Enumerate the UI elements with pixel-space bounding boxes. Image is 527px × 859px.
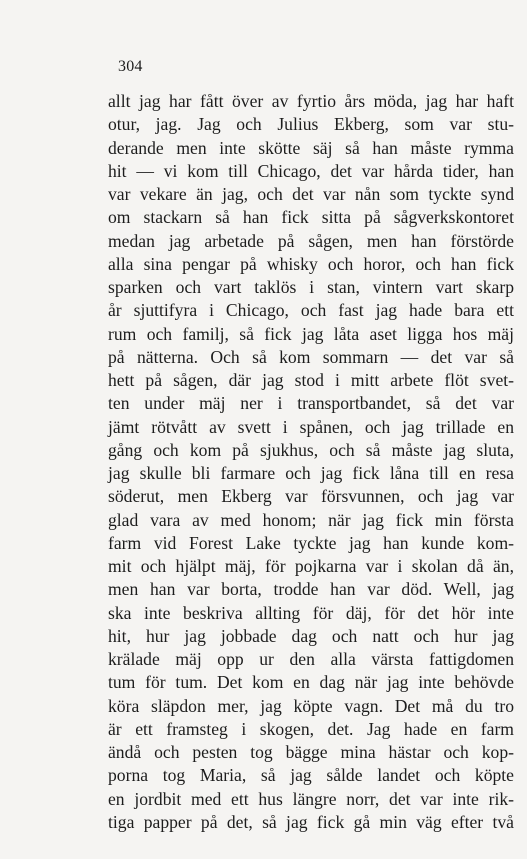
- text-line: otur, jag. Jag och Julius Ekberg, som var stu-: [108, 114, 514, 135]
- text-line: en jordbit med ett hus längre norr, det var inte rik-: [108, 788, 514, 809]
- text-line: hett på sågen, där jag stod i mitt arbete flöt svet-: [108, 370, 514, 390]
- text-line: år sjuttifyra i Chicago, och fast jag hade bara ett: [108, 300, 514, 321]
- text-line: allt jag har fått över av fyrtio års möda, jag har haft: [108, 91, 514, 111]
- body-text: [108, 90, 514, 834]
- text-line: om stackarn så han fick sitta på sågverkskontoret: [108, 207, 514, 228]
- text-line: men han var borta, trodde han var död. Well, jag: [108, 579, 514, 600]
- text-line: söderut, men Ekberg var försvunnen, och jag var: [108, 486, 514, 507]
- text-line: var vekare än jag, och det var nån som tyckte synd: [108, 184, 514, 204]
- text-line: medan jag arbetade på sågen, men han förstörde: [108, 230, 514, 251]
- text-line: gång och kom på sjukhus, och så måste jag sluta,: [108, 439, 514, 460]
- text-line: farm vid Forest Lake tyckte jag han kunde kom-: [108, 532, 514, 553]
- text-line: krälade mäj opp ur den alla värsta fattigdomen: [108, 649, 514, 669]
- text-line: köra släpdon mer, jag köpte vagn. Det må du tro: [108, 695, 514, 716]
- text-line: ten under mäj ner i transportbandet, så det var: [108, 393, 514, 414]
- text-line: ska inte beskriva allting för däj, för det hör inte: [108, 602, 514, 623]
- text-line: glad vara av med honom; när jag fick min första: [108, 509, 514, 530]
- text-line: porna tog Maria, så jag sålde landet och köpte: [108, 765, 514, 786]
- text-line: på nätterna. Och så kom sommarn — det var så: [108, 346, 514, 367]
- text-line: sparken och vart taklös i stan, vintern vart skarp: [108, 277, 514, 297]
- text-line: jag skulle bli farmare och jag fick låna till en resa: [108, 463, 514, 483]
- text-line: rum och familj, så fick jag låta aset ligga hos mäj: [108, 323, 514, 344]
- text-line: är ett framsteg i skogen, det. Jag hade en farm: [108, 718, 514, 739]
- text-line: tum för tum. Det kom en dag när jag inte behövde: [108, 672, 514, 693]
- text-line: hit — vi kom till Chicago, det var hårda tider, han: [108, 160, 514, 181]
- text-line: jämt rötvått av svett i spånen, och jag trillade en: [108, 416, 514, 437]
- page-number: 304: [118, 58, 143, 75]
- text-line: alla sina pengar på whisky och horor, och han fick: [108, 253, 514, 274]
- text-line: ändå och pesten tog bägge mina hästar och kop-: [108, 742, 514, 762]
- text-line: derande men inte skötte säj så han måste rymma: [108, 137, 514, 158]
- text-line: hit, hur jag jobbade dag och natt och hur jag: [108, 625, 514, 646]
- text-line: tiga papper på det, så jag fick gå min väg efter två: [108, 811, 514, 832]
- text-line: mit och hjälpt mäj, för pojkarna var i skolan då än,: [108, 556, 514, 576]
